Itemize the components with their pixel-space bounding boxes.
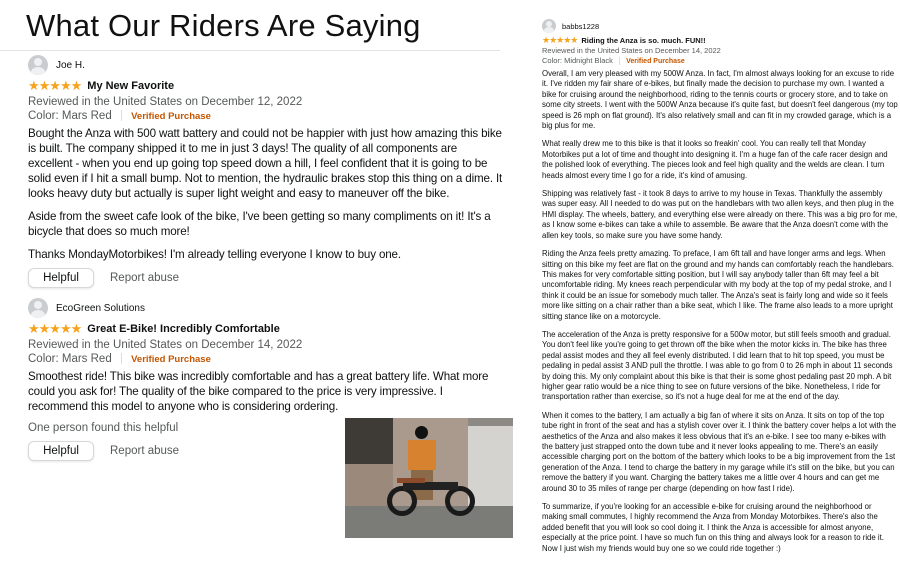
review-paragraph: Shipping was relatively fast - it took 8 days to arrive to my house in Texas. Thankfully the assembly was super easy. All I needed to do was put on the handlebars with two allen keys, and then plug in the HMI display. The wheels, battery, and everything else were already on there. This was a big pro for me, as I know some e-bikes can take a while to assemble. Be aware that the Anza doesn't come with the allen key tools, so make sure you have some handy.: [542, 189, 898, 240]
review-paragraph: Smoothest ride! This bike was incredibly comfortable and has a great battery life. What more could you ask for! The quality of the bike compared to the price is very impressive. I recommend this model to anyone who is considering ordering.: [28, 370, 489, 413]
color-variant: Color: Mars Red: [28, 110, 112, 122]
star-rating-icon: ★★★★★: [28, 321, 82, 336]
color-variant: Color: Midnight Black: [542, 56, 613, 65]
star-rating-icon: ★★★★★: [542, 35, 578, 45]
review-paragraph: Overall, I am very pleased with my 500W Anza. In fact, I'm almost always looking for an excuse to ride it. I've ridden my fair share of e-bikes, but finally made the decision to purchase my own. I wanted a bike for cruising around the neighborhood, riding to the tennis courts or grocery store, and to take on some city streets. I went with the 500W Anza because it's quite fast, but doesn't feel dangerous (my top speed is 26 mph on flat ground). It's also relatively small and can fit in my crowded garage, which is a big plus for me.: [542, 69, 898, 131]
star-rating-icon: ★★★★★: [28, 78, 82, 93]
avatar: [542, 19, 556, 33]
review-babbs: [542, 19, 898, 562]
review-paragraph: The acceleration of the Anza is pretty responsive for a 500w motor, but still feels smooth and gradual. You don't feel like you're going to get thrown off the bike when the motor kicks in. The bike has three pedal assist modes and they all feel evenly distributed. I did learn that to hit top speed, you must be pedaling in pedal assist 3 AND pull the throttle. I was able to go from 0 to 26 mph in about 11 seconds by doing this. My only complaint about this bike is that their is some ghost pedaling past 20 mph. A bit higher gear ratio would be a nice thing to see on future versions of the bike. Nonetheless, I ride for transportation rather than exercise, so it's not a huge deal for me at the end of the day.: [542, 329, 893, 402]
avatar: [28, 55, 48, 75]
separator: [121, 353, 122, 364]
verified-badge: Verified Purchase: [131, 354, 211, 365]
review-body: [28, 369, 503, 414]
review-title[interactable]: My New Favorite: [87, 80, 175, 92]
divider: [0, 50, 500, 51]
review-title[interactable]: Great E-Bike! Incredibly Comfortable: [87, 323, 280, 335]
found-helpful-count: One person found this helpful: [28, 422, 179, 434]
review-title[interactable]: Riding the Anza is so. much. FUN!!: [581, 36, 706, 45]
review-body: [28, 126, 503, 262]
verified-badge: Verified Purchase: [626, 58, 685, 65]
review-date: Reviewed in the United States on December 14, 2022: [542, 46, 721, 55]
separator: [121, 110, 122, 121]
helpful-button[interactable]: Helpful: [28, 268, 94, 288]
review-paragraph: Aside from the sweet cafe look of the bike, I've been getting so many compliments on it! It's a bicycle that does so much more!: [28, 210, 491, 238]
review-paragraph: Thanks MondayMotorbikes! I'm already telling everyone I know to buy one.: [28, 248, 401, 261]
review-date: Reviewed in the United States on December 14, 2022: [28, 339, 303, 351]
reviewer-name: EcoGreen Solutions: [56, 302, 145, 314]
review-paragraph: What really drew me to this bike is that it looks so freakin' cool. You can really tell that Monday Motorbikes put a lot of time and thought into designing it. I'm a huge fan of the cafe racer design and the polished look of everything. The pieces look and feel high quality and the welds are clean. I turn heads almost every time I go for a ride, it's kind of amusing.: [542, 139, 888, 180]
page-title: What Our Riders Are Saying: [26, 8, 421, 43]
report-abuse-link[interactable]: Report abuse: [110, 272, 180, 284]
customer-photo[interactable]: [345, 418, 513, 538]
review-ecogreen: [28, 298, 503, 538]
report-abuse-link[interactable]: Report abuse: [110, 445, 180, 457]
separator: [619, 57, 620, 65]
review-paragraph: Riding the Anza feels pretty amazing. To preface, I am 6ft tall and have longer arms and legs. When sitting on this bike my feet are flat on the ground and my hands can comfortably reach the handlebars. This makes for very comfortable sitting position, but I will say anybody taller than 6ft may feel a bit uncomfortable riding. My knees reach perpendicular with my body at the top of my pedal stroke, and I think it could be an issue for somebody much taller. The Anza's seat is fairly long and wide so it feels more like sitting on a chair rather than a bike seat, which I like. The frame also leads to a more upright sitting stance like on a motorcycle.: [542, 249, 894, 321]
review-paragraph: When it comes to the battery, I am actually a big fan of where it sits on Anza. It sits on top of the top tube right in front of the seat and has a stylish cover over it. I think the battery cover helps a lot with the aesthetics of the Anza and also makes it less obvious that it's an e-bike. I see too many e-bikes with the battery just strapped onto the down tube and it never looks appealing to me. There's an easily accessible charging port on the bottom of the battery which looks to be a big improvement from the 1st generation of the Anza. I tend to charge the battery in my garage while it's still on the bike, but you can remove the battery if you want. Charging the battery takes me a little over 4 hours and can get me around 30 to 35 miles of range per charge (depending on how fast I ride).: [542, 410, 897, 493]
left-reviews: [28, 55, 503, 538]
reviewer-name: Joe H.: [56, 59, 85, 71]
review-paragraph: To summarize, if you're looking for an accessible e-bike for cruising around the neighborhood or making small commutes, I highly recommend the Anza from Monday Motorbikes. There's also the added benefit that you will look so cool doing it. I think the Anza is accessible for almost anyone, especially at the price point. I have so much fun on this thing and always look for a reason to ride it. Now I just wish my friends would buy one so we could ride together :): [542, 502, 884, 553]
verified-badge: Verified Purchase: [131, 111, 211, 122]
reviewer-name: babbs1228: [562, 21, 600, 31]
review-date: Reviewed in the United States on December 12, 2022: [28, 96, 303, 108]
helpful-button[interactable]: Helpful: [28, 441, 94, 461]
color-variant: Color: Mars Red: [28, 353, 112, 365]
review-paragraph: Bought the Anza with 500 watt battery and could not be happier with just how amazing this bike is built. The company shipped it to me in just 3 days! The quality of all components are excellent - when you end up going top speed down a hill, I feel confident that it is going to be solid even if I hit a small bump. Not to mention, the hydraulic brakes stop this thing on a dime. It looks heavy duty but actually is super light weight and easy to maneuver off the bike.: [28, 127, 503, 200]
review-body: [542, 69, 898, 554]
avatar: [28, 298, 48, 318]
review-joe: [28, 55, 503, 288]
